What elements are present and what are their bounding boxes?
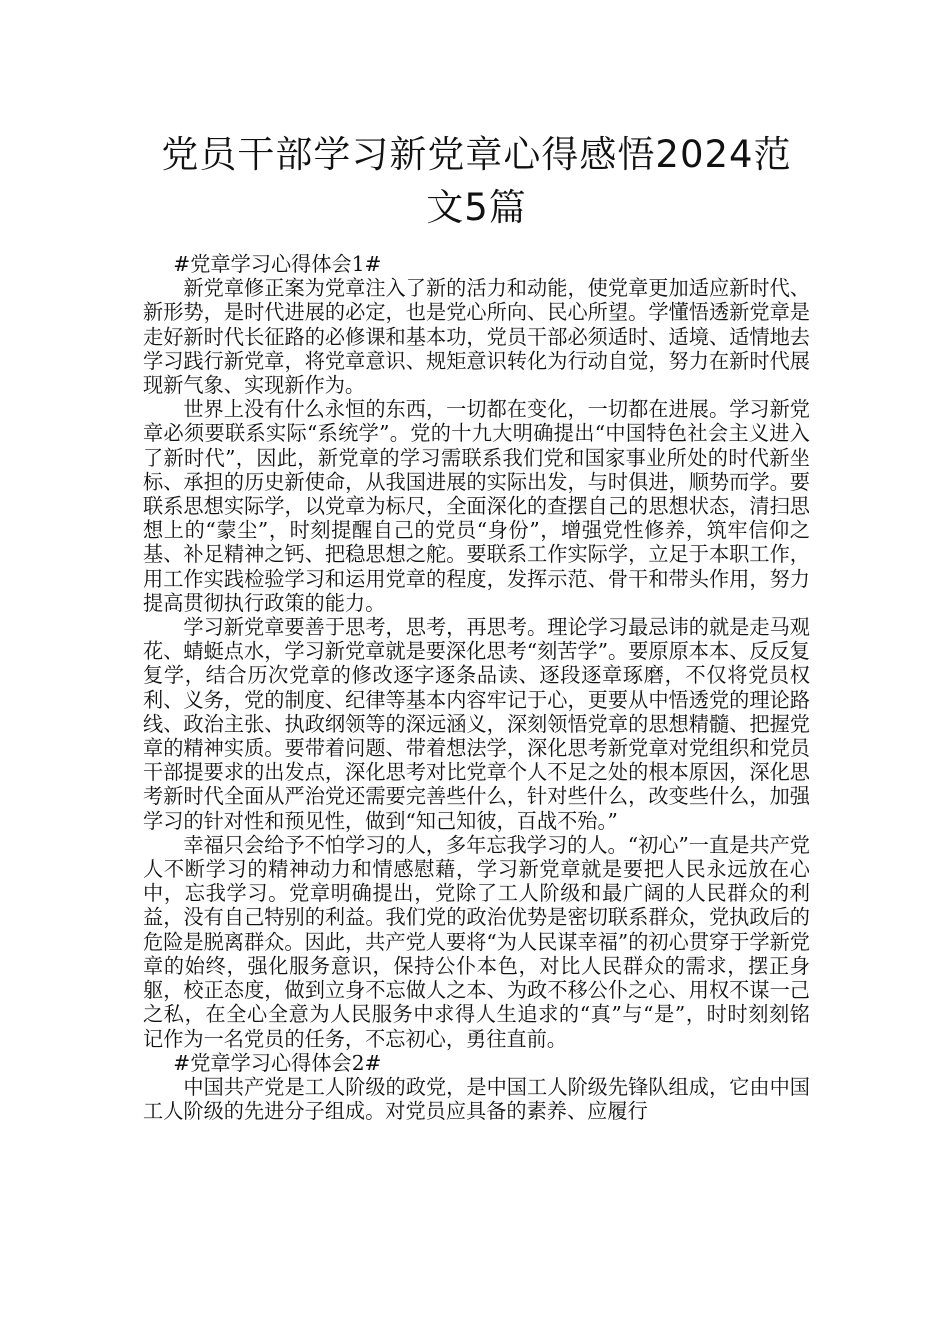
paragraph-4: 幸福只会给予不怕学习的人，多年忘我学习的人。“初心”一直是共产党人不断学习的精神动力和情感慰藉，学习新党章就是要把人民永远放在心中，忘我学习。党章明确提出，党除了工人阶级和最广阔的人民群众的利益，没有自己特别的利益。我们党的政治优势是密切联系群众，党执政后的危险是脱离群众。因此，共产党人要将“为人民谋幸福”的初心贯穿于学新党章的始终，强化服务意识，保持公仆本色，对比人民群众的需求，摆正身躯，校正态度，做到立身不忘做人之本、为政不移公仆之心、用权不谋一己之私，在全心全意为人民服务中求得人生追求的“真”与“是”，时时刻刻铭记作为一名党员的任务，不忘初心，勇往直前。 — [143, 832, 810, 1051]
document-title — [143, 128, 810, 234]
title-line-2: 文5篇 — [426, 186, 527, 229]
paragraph-2: 世界上没有什么永恒的东西，一切都在变化，一切都在进展。学习新党章必须要联系实际“系统学”。党的十九大明确提出“中国特色社会主义进入了新时代”，因此，新党章的学习需联系我们党和国家事业所处的时代新坐标、承担的历史新使命，从我国进展的实际出发，与时俱进，顺势而学。要联系思想实际学，以党章为标尺，全面深化的查摆自己的思想状态，清扫思想上的“蒙尘”，时刻提醒自己的党员“身份”，增强党性修养，筑牢信仰之基、补足精神之钙、把稳思想之舵。要联系工作实际学，立足于本职工作，用工作实践检验学习和运用党章的程度，发挥示范、骨干和带头作用，努力提高贯彻执行政策的能力。 — [143, 397, 810, 615]
section-heading-2: #党章学习心得体会2# — [173, 1050, 382, 1075]
paragraph-5: 中国共产党是工人阶级的政党，是中国工人阶级先锋队组成，它由中国工人阶级的先进分子组成。对党员应具备的素养、应履行 — [143, 1074, 810, 1124]
section-heading-1: #党章学习心得体会1# — [173, 252, 382, 276]
title-line-1: 党员干部学习新党章心得感悟2024范 — [161, 133, 792, 176]
paragraph-3: 学习新党章要善于思考，思考，再思考。理论学习最忌讳的就是走马观花、蜻蜓点水，学习新党章就是要深化思考“刻苦学”。要原原本本、反反复复学，结合历次党章的修改逐字逐条品读、逐段逐章琢磨，不仅将党员权利、义务，党的制度、纪律等基本内容牢记于心，更要从中悟透党的理论路线、政治主张、执政纲领等的深远涵义，深刻领悟党章的思想精髓、把握党章的精神实质。要带着问题、带着想法学，深化思考新党章对党组织和党员干部提要求的出发点，深化思考对比党章个人不足之处的根本原因，深化思考新时代全面从严治党还需要完善些什么，针对些什么，改变些什么，加强学习的针对性和预见性，做到“知己知彼，百战不殆。” — [143, 615, 810, 833]
paragraph-1: 新党章修正案为党章注入了新的活力和动能，使党章更加适应新时代、新形势，是时代进展的必定，也是党心所向、民心所望。学懂悟透新党章是走好新时代长征路的必修课和基本功，党员干部必须适时、适境、适情地去学习践行新党章，将党章意识、规矩意识转化为行动自觉，努力在新时代展现新气象、实现新作为。 — [143, 276, 810, 398]
document-body — [143, 252, 810, 1123]
